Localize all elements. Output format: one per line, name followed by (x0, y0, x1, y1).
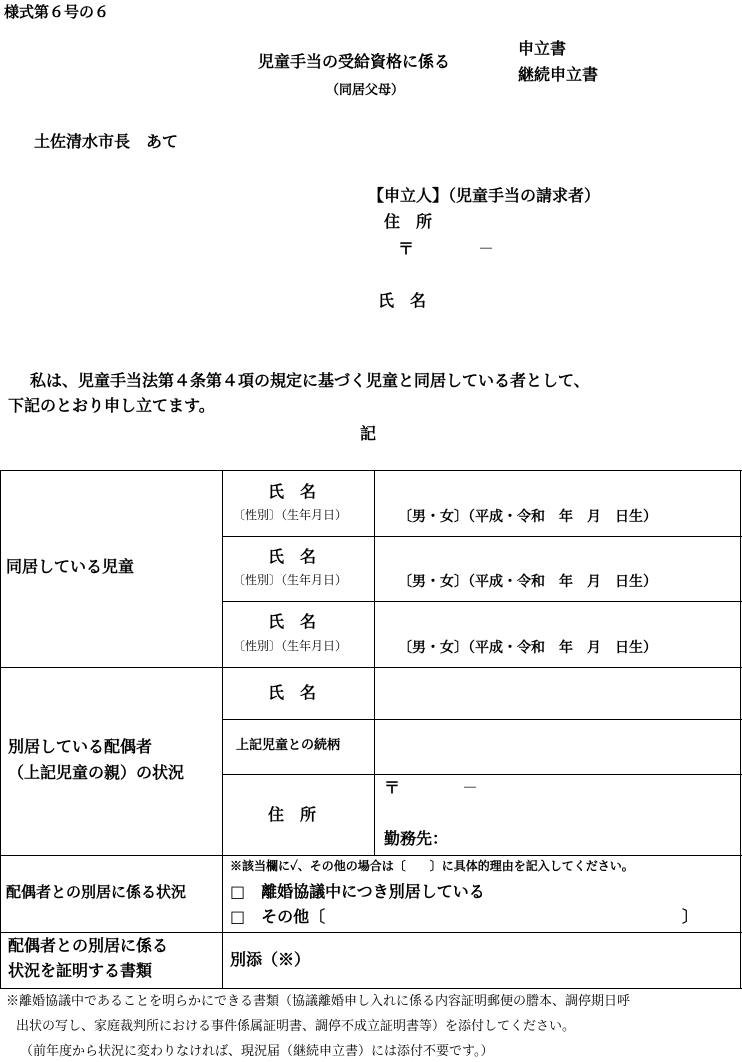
section-divider-spouse (0, 855, 742, 856)
option-other-checkbox[interactable]: □ その他〔 (230, 907, 326, 926)
child-1-name-label: 氏 名 (268, 482, 317, 501)
note-line-1: ※離婚協議中であることを明らかにできる書類（協議離婚申し入れに係る内容証明郵便の謄本、調停期日呼 (6, 994, 631, 1009)
spouse-section-label-2: （上記児童の親）の状況 (8, 763, 185, 782)
addressee: 土佐清水市長 あて (34, 132, 179, 151)
form-title-sub: （同居父母） (326, 83, 405, 98)
application-table (0, 470, 742, 989)
children-section-label: 同居している児童 (6, 557, 135, 576)
child-2-name-label: 氏 名 (268, 547, 317, 566)
child-3-value: 〔男・女〕（平成・令和 年 月 日生） (398, 640, 657, 656)
title-option-application: 申立書 (518, 39, 567, 58)
applicant-zip-dash: － (478, 239, 495, 258)
proof-section-label-2: 状況を証明する書類 (8, 961, 153, 980)
spouse-row-divider-2 (222, 774, 742, 775)
form-number: 様式第６号の６ (4, 3, 110, 21)
child-2-value: 〔男・女〕（平成・令和 年 月 日生） (398, 574, 657, 590)
statement-line-1: 私は、児童手当法第４条第４項の規定に基づく児童と同居している者として、 (30, 371, 590, 390)
child-1-sub-label: 〔性別〕（生年月日） (233, 508, 348, 522)
option-other-close-bracket: 〕 (682, 907, 699, 926)
note-line-2: 出状の写し、家庭裁判所における事件係属証明書、調停不成立証明書等）を添付してください。 (16, 1019, 576, 1034)
form-title: 児童手当の受給資格に係る (258, 52, 451, 71)
applicant-heading: 【申立人】（児童手当の請求者） (368, 186, 601, 205)
child-1-value: 〔男・女〕（平成・令和 年 月 日生） (398, 509, 657, 525)
applicant-name-label: 氏 名 (378, 291, 427, 310)
child-3-name-label: 氏 名 (268, 612, 317, 631)
table-border-top (0, 470, 742, 471)
applicant-zip-mark: 〒 (398, 239, 415, 258)
proof-section-label-1: 配偶者との別居に係る (8, 936, 169, 955)
table-border-bottom (0, 988, 742, 989)
spouse-zip-dash: － (462, 778, 479, 797)
relation-label: 上記児童との続柄 (236, 738, 341, 753)
ki-heading: 記 (360, 424, 377, 443)
proof-value: 別添（※） (230, 950, 311, 969)
child-row-divider-2 (222, 601, 742, 602)
column-divider-2 (374, 470, 375, 855)
title-option-continuation: 継続申立書 (518, 65, 599, 84)
table-border-left (0, 470, 1, 989)
option-divorce-checkbox[interactable]: □ 離婚協議中につき別居している (230, 882, 485, 901)
note-line-3: （前年度から状況に変わりなければ、現況届（継続申立書）には添付不要です。） (20, 1044, 494, 1059)
spouse-row-divider-1 (222, 719, 742, 720)
section-divider-children (0, 667, 742, 668)
child-3-sub-label: 〔性別〕（生年月日） (233, 639, 348, 653)
spouse-section-label-1: 別居している配偶者 (8, 737, 153, 756)
separation-note: ※該当欄に✓、その他の場合は〔 〕に具体的理由を記入してください。 (230, 859, 634, 873)
separation-section-label: 配偶者との別居に係る状況 (6, 883, 187, 901)
workplace-label: 勤務先： (384, 829, 449, 848)
child-2-sub-label: 〔性別〕（生年月日） (233, 573, 348, 587)
table-border-right (740, 470, 741, 989)
spouse-zip-mark: 〒 (384, 778, 401, 797)
child-row-divider-1 (222, 536, 742, 537)
column-divider-1 (222, 470, 223, 989)
spouse-address-label: 住 所 (268, 805, 317, 824)
section-divider-separation (0, 932, 742, 933)
statement-line-2: 下記のとおり申し立てます。 (8, 396, 215, 415)
spouse-name-label: 氏 名 (268, 683, 317, 702)
applicant-address-label: 住 所 (384, 212, 433, 231)
